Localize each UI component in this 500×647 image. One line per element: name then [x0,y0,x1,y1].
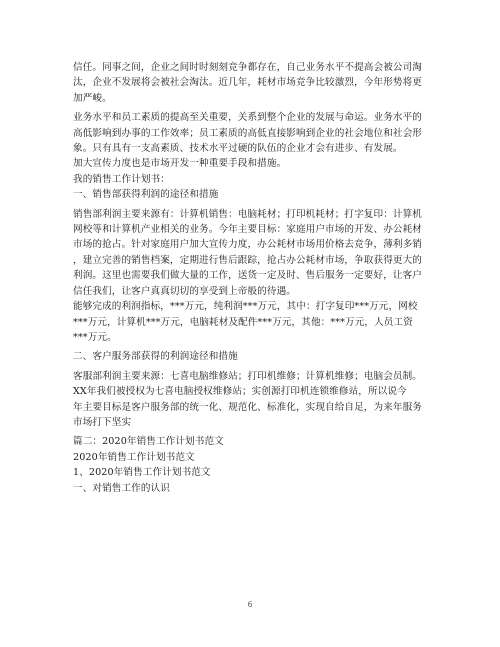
text-line: 象。只有具有一支高素质、技术水平过硬的队伍的企业才会有进步、有发展。 [73,143,403,155]
text-line: 信任。同事之间，企业之间时时刻刻竞争都存在，自己业务水平不提高会被公司淘 [73,62,422,73]
text-line: 信任我们，让客户真真切切的享受到上帝般的待遇。 [73,285,296,297]
text-line: 高低影响到办事的工作效率；员工素质的高低直接影响到企业的社会地位和社会形 [73,127,422,139]
text-line: 一、对销售工作的认识 [73,482,170,494]
text-line: ，建立完善的销售档案，定期进行售后跟踪，抢占办公耗材市场，争取获得更大的 [73,254,422,266]
text-line: ***万元。 [73,331,117,343]
page-number: 6 [247,600,253,609]
text-line: 客服部利润主要来源：七喜电脑维修站；打印机维修；计算机维修；电脑会员制。 [73,370,422,382]
text-line: 1、2020年销售工作计划书范文 [73,467,211,479]
paragraph [73,60,433,106]
paragraph [73,110,433,202]
text-line: 业务水平和员工素质的提高至关重要，关系到整个企业的发展与命运。业务水平的 [73,112,422,124]
text-line: 二、客户服务部获得的利润途径和措施 [73,351,238,363]
text-line: 我的销售工作计划书： [73,173,170,185]
text-line: 市场打下坚实 [73,416,132,428]
text-line: 年主要目标是客户服务部的统一化、规范化、标准化，实现自给自足，为来年服务 [73,401,422,413]
document-body [73,60,433,500]
text-line: 利润。这里也需要我们做大量的工作，送货一定及时、售后服务一定要好，让客户 [73,270,422,282]
text-line: ***万元，计算机***万元，电脑耗材及配件***万元，其他：***万元，人员工资 [73,316,413,328]
paragraph [73,207,433,346]
text-line: 加严峻。 [73,92,112,104]
text-line: 能够完成的利润指标，***万元，纯利润***万元，其中：打字复印***万元，网校 [73,301,418,313]
text-line: 汰，企业不发展将会被社会淘汰。近几年，耗材市场竞争比较激烈，今年形势将更 [73,77,422,89]
text-line: 2020年销售工作计划书范文 [73,451,195,463]
text-line: 市场的抢占。针对家庭用户加大宣传力度，办公耗材市场用价格去竞争，薄利多销 [73,239,422,251]
paragraph [73,434,433,496]
text-line: 一、销售部获得利润的途径和措施 [73,189,219,201]
paragraph [73,349,433,364]
text-line: 销售部利润主要来源有：计算机销售：电脑耗材；打印机耗材；打字复印：计算机 [73,208,422,220]
paragraph [73,369,433,431]
text-line: XX年我们被授权为七喜电脑授权维修站；实创源打印机连锁维修站，所以说今 [73,386,407,398]
text-line: 篇二：2020年销售工作计划书范文 [73,436,224,448]
text-line: 网校等和计算机产业相关的业务。今年主要目标：家庭用户市场的开发、办公耗材 [73,224,422,236]
text-line: 加大宣传力度也是市场开发一种重要手段和措施。 [73,158,287,170]
